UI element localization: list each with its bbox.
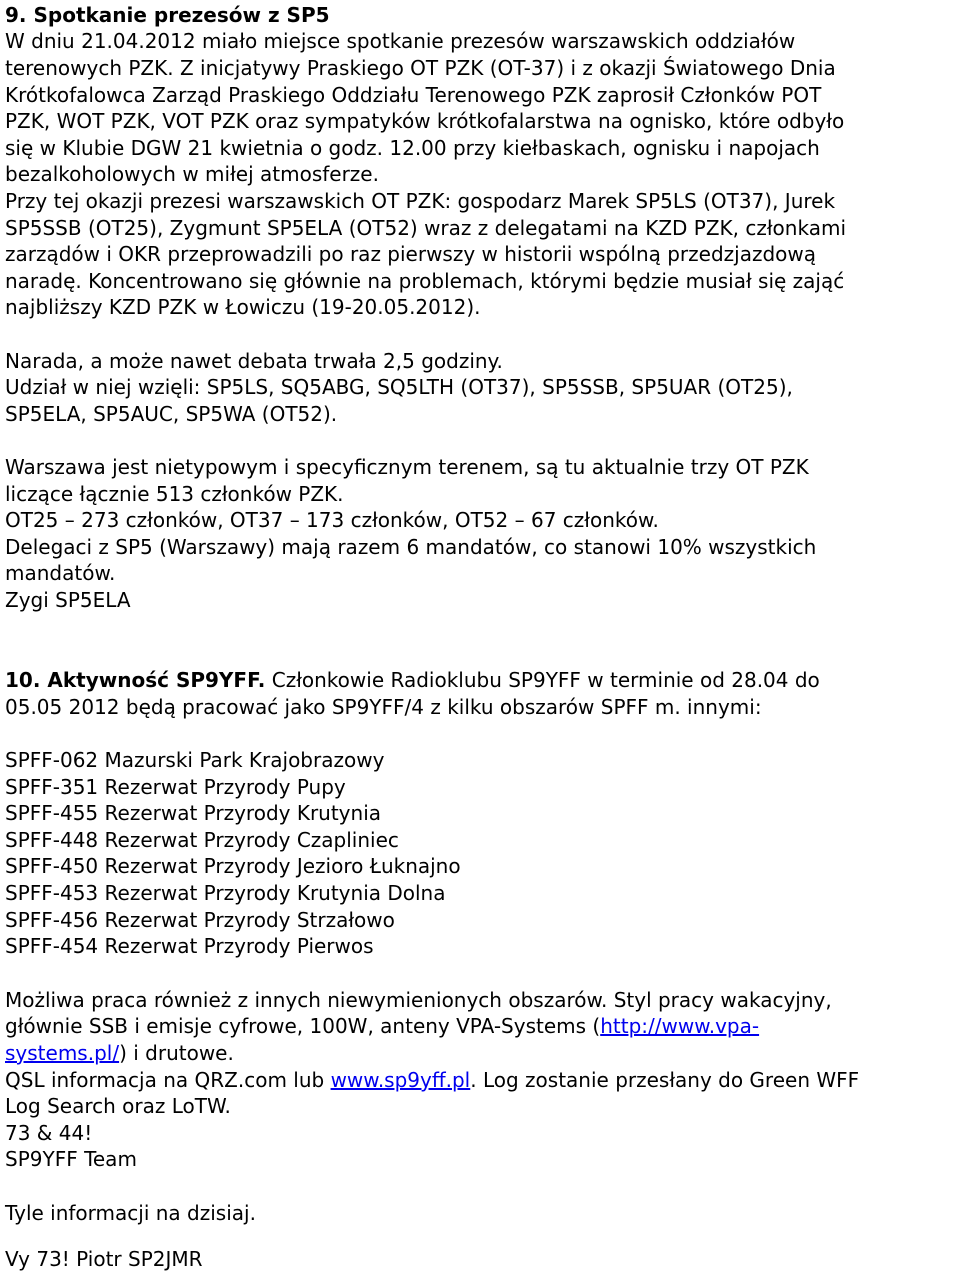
section-10-heading: 10. Aktywność SP9YFF. <box>5 668 266 692</box>
paragraph-line: liczące łącznie 513 członków PZK. <box>5 482 344 506</box>
paragraph-line: Delegaci z SP5 (Warszawy) mają razem 6 mandatów, co stanowi 10% wszystkich <box>5 535 817 559</box>
paragraph-line: Przy tej okazji prezesi warszawskich OT PZK: gospodarz Marek SP5LS (OT37), Jurek <box>5 189 836 213</box>
spff-area-item: SPFF-454 Rezerwat Przyrody Pierwos <box>5 934 374 958</box>
spff-area-item: SPFF-455 Rezerwat Przyrody Krutynia <box>5 801 382 825</box>
spff-area-item: SPFF-450 Rezerwat Przyrody Jezioro Łuknajno <box>5 854 461 878</box>
intro-text: Członkowie Radioklubu SP9YFF w terminie od 28.04 do <box>265 668 820 692</box>
section-10-intro <box>5 667 820 693</box>
spff-area-item: SPFF-351 Rezerwat Przyrody Pupy <box>5 775 346 799</box>
paragraph-line <box>5 1040 234 1066</box>
paragraph-line: mandatów. <box>5 561 116 585</box>
sp9yff-website-link[interactable]: www.sp9yff.pl <box>330 1068 471 1092</box>
paragraph-line: OT25 – 273 członków, OT37 – 173 członków, OT52 – 67 członków. <box>5 508 659 532</box>
vpa-systems-link[interactable]: http://www.vpa- <box>600 1014 760 1038</box>
paragraph-line: naradę. Koncentrowano się głównie na problemach, którymi będzie musiał się zająć <box>5 269 845 293</box>
section-9-heading: 9. Spotkanie prezesów z SP5 <box>5 3 330 27</box>
paragraph-line: SP5ELA, SP5AUC, SP5WA (OT52). <box>5 402 338 426</box>
paragraph-line: SP5SSB (OT25), Zygmunt SP5ELA (OT52) wraz z delegatami na KZD PZK, członkami <box>5 216 846 240</box>
vpa-systems-link-continued[interactable]: systems.pl/ <box>5 1041 120 1065</box>
spff-area-item: SPFF-456 Rezerwat Przyrody Strzałowo <box>5 908 395 932</box>
paragraph-line: Możliwa praca również z innych niewymienionych obszarów. Styl pracy wakacyjny, <box>5 988 832 1012</box>
greeting-line: 73 & 44! <box>5 1121 93 1145</box>
paragraph-line: się w Klubie DGW 21 kwietnia o godz. 12.00 przy kiełbaskach, ognisku i napojach <box>5 136 820 160</box>
paragraph-line: Udział w niej wzięli: SP5LS, SQ5ABG, SQ5LTH (OT37), SP5SSB, SP5UAR (OT25), <box>5 375 793 399</box>
qsl-text-end: . Log zostanie przesłany do Green WFF <box>470 1068 860 1092</box>
paragraph-line: terenowych PZK. Z inicjatywy Praskiego OT PZK (OT-37) i z okazji Światowego Dnia <box>5 56 836 80</box>
spff-area-item: SPFF-453 Rezerwat Przyrody Krutynia Dolna <box>5 881 446 905</box>
paragraph-line: 05.05 2012 będą pracować jako SP9YFF/4 z kilku obszarów SPFF m. innymi: <box>5 695 762 719</box>
team-signature: SP9YFF Team <box>5 1147 137 1171</box>
paragraph-line <box>5 1067 859 1093</box>
paragraph-line: bezalkoholowych w miłej atmosferze. <box>5 162 379 186</box>
qsl-text: QSL informacja na QRZ.com lub <box>5 1068 331 1092</box>
spff-area-item: SPFF-448 Rezerwat Przyrody Czapliniec <box>5 828 399 852</box>
author-signature: Vy 73! Piotr SP2JMR <box>5 1247 203 1271</box>
paragraph-line <box>5 1013 759 1039</box>
paragraph-line: najbliższy KZD PZK w Łowiczu (19-20.05.2012). <box>5 295 481 319</box>
paragraph-line: zarządów i OKR przeprowadzili po raz pierwszy w historii wspólną przedzjazdową <box>5 242 817 266</box>
paragraph-line: Warszawa jest nietypowym i specyficznym terenem, są tu aktualnie trzy OT PZK <box>5 455 809 479</box>
paragraph-line: Log Search oraz LoTW. <box>5 1094 231 1118</box>
antenna-text: głównie SSB i emisje cyfrowe, 100W, anteny VPA-Systems ( <box>5 1014 601 1038</box>
paragraph-line: W dniu 21.04.2012 miało miejsce spotkanie prezesów warszawskich oddziałów <box>5 29 796 53</box>
paragraph-line: Krótkofalowca Zarząd Praskiego Oddziału Terenowego PZK zaprosił Członków POT <box>5 83 822 107</box>
closing-text: Tyle informacji na dzisiaj. <box>5 1201 256 1225</box>
paragraph-line: Narada, a może nawet debata trwała 2,5 godziny. <box>5 349 503 373</box>
author-signature: Zygi SP5ELA <box>5 588 131 612</box>
spff-area-item: SPFF-062 Mazurski Park Krajobrazowy <box>5 748 385 772</box>
paragraph-line: PZK, WOT PZK, VOT PZK oraz sympatyków krótkofalarstwa na ognisko, które odbyło <box>5 109 845 133</box>
antenna-text-end: ) i drutowe. <box>119 1041 234 1065</box>
